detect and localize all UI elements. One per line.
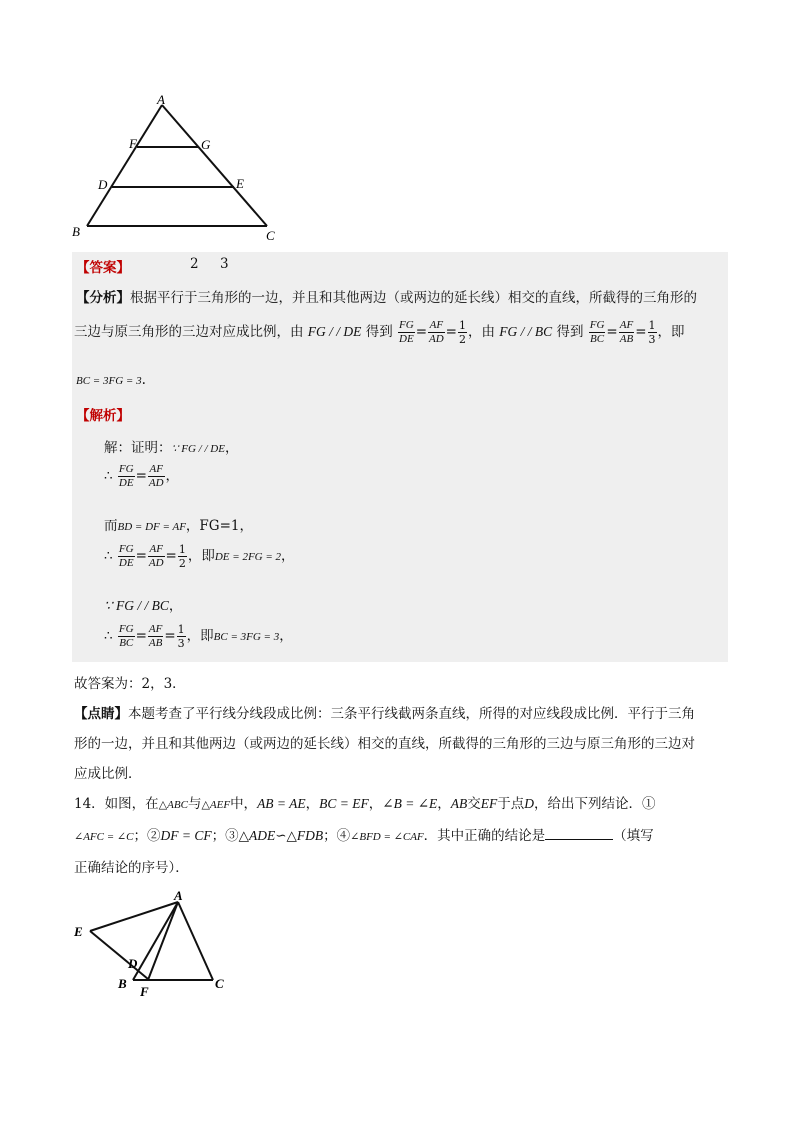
question-14-line-1: 14．如图，在△ABC与△AEF中，AB = AE，BC = EF，∠B = ∠E，AB交EF于点D，给出下列结论．① [74, 796, 656, 812]
comment-text-1: 本题考查了平行线分线段成比例：三条平行线截两条直线，所得的对应线段成比例．平行于三角 [128, 706, 695, 722]
solution-step-1 [104, 436, 238, 456]
answer-value-1: 2 [190, 256, 199, 272]
q14-num: 14．如图，在 [74, 796, 159, 812]
q14-r1: ∠AFC = ∠C [74, 831, 134, 843]
q14-r1n: ；② [133, 828, 161, 844]
fig2-label-A: A [174, 888, 183, 903]
analysis-line3-end: . [141, 372, 146, 388]
q14-tail2: ．其中正确的结论是 [423, 828, 546, 844]
frac-s6-fg-bc: $\frac{FG}{BC}$ [118, 623, 134, 649]
comment-line-2: 形的一边，并且和其他两边（或两边的延长线）相交的直线，所截得的三角形的三边与原三角形的三边对 [74, 736, 695, 752]
frac-s6-af-ab: $\frac{AF}{AB}$ [148, 623, 163, 649]
solution-s5: ∵ FG / / BC [104, 598, 169, 613]
frac-s4-fg-de: $\frac{FG}{DE}$ [118, 543, 134, 569]
analysis-ji: ，即 [657, 324, 685, 340]
q14-yudian: 于点 [497, 796, 525, 812]
triangle-figure-1 [68, 92, 288, 252]
q14-t1: △ABC [158, 799, 188, 811]
solution-s4-b: DE = 2FG = 2 [214, 551, 282, 563]
q14-zhong: 中， [230, 796, 258, 812]
frac-af-ad: $\frac{AF}{AD}$ [429, 319, 444, 345]
frac-s4-af-ad: $\frac{AF}{AD}$ [148, 543, 164, 569]
comment-tag: 【点睛】 [74, 706, 128, 722]
fig2-label-E: E [74, 924, 83, 939]
analysis-bc-eq: BC = 3FG = 3 [76, 375, 142, 387]
q14-tail3: （填写 [613, 828, 654, 844]
solution-s1-c: ， [224, 440, 239, 456]
solution-s4-c: ， [281, 548, 295, 564]
analysis-fg-de: FG / / DE [307, 324, 362, 339]
label-A: A [157, 92, 165, 107]
analysis-get-2: 得到 [556, 324, 584, 340]
analysis-tag: 【分析】 [76, 290, 130, 306]
solution-s1-a: 解：证明： [104, 440, 172, 456]
frac-fg-bc: $\frac{FG}{BC}$ [589, 319, 605, 345]
solution-tag: 【解析】 [76, 408, 130, 424]
fig2-label-B: B [118, 976, 127, 991]
solution-s6-ji: ，即 [186, 628, 214, 644]
q14-c4: AB [450, 796, 468, 811]
q14-r4: ∠BFD = ∠CAF [350, 831, 424, 843]
solution-s5-c: ， [168, 598, 183, 614]
solution-s4-ji: ，即 [187, 548, 215, 564]
frac-third: $\frac{1}{3}$ [648, 319, 656, 346]
analysis-text-2: 三边与原三角形的三边对应成比例，由 [74, 324, 304, 340]
frac-s6-third: $\frac{1}{3}$ [177, 623, 185, 650]
label-G: G [201, 137, 211, 152]
q14-c2: BC = EF [319, 796, 369, 811]
therefore-1: ∴ [104, 468, 113, 484]
answer-line [76, 256, 130, 276]
q14-tail1: ，给出下列结论．① [534, 796, 656, 812]
analysis-line-2: 三边与原三角形的三边对应成比例，由 FG / / DE 得到 $\frac{FG}{DE}$ = $\frac{AF}{AD}$ = $\frac{1}{2}$ ，由 FG / / BC 得到 $\frac{FG}{BC}$ = $\frac{AF}{AB}$ = $\frac{1}{3}$ ，即 [74, 319, 685, 346]
solution-step-5 [104, 594, 182, 614]
label-C: C [266, 228, 275, 243]
label-B: B [72, 224, 80, 239]
analysis-text-1: 根据平行于三角形的一边，并且和其他两边（或两边的延长线）相交的直线，所截得的三角形的 [130, 290, 697, 306]
comment-line-1 [74, 702, 695, 722]
frac-s4-half: $\frac{1}{2}$ [178, 543, 186, 570]
q14-yu: 与 [187, 796, 202, 812]
solution-s6-b: BC = 3FG = 3 [213, 631, 280, 643]
analysis-line-3 [76, 372, 146, 388]
answer-value-2: 3 [220, 256, 229, 272]
solution-step-4: ∴ $\frac{FG}{DE}$ = $\frac{AF}{AD}$ = $\frac{1}{2}$ ，即DE = 2FG = 2， [104, 543, 295, 570]
q14-jiao: 交 [467, 796, 481, 812]
answer-tag: 【答案】 [76, 260, 130, 276]
solution-s3-b: BD = DF = AF [117, 521, 186, 533]
q14-t2: △AEF [201, 799, 231, 811]
solution-step-2: ∴ $\frac{FG}{DE}$ = $\frac{AF}{AD}$ ， [104, 463, 180, 489]
solution-s1-b: ∵ FG / / DE [171, 443, 225, 455]
solution-step-3 [104, 514, 253, 534]
label-F: F [129, 136, 137, 151]
solution-s6-c: ， [279, 628, 293, 644]
question-14-line-2 [74, 824, 654, 844]
q14-d: D [524, 796, 535, 811]
label-D: D [98, 177, 108, 192]
frac-s2-fg-de: $\frac{FG}{DE}$ [118, 463, 134, 489]
analysis-fg-bc: FG / / BC [499, 324, 553, 339]
solution-s3-a: 而 [104, 518, 118, 534]
solution-step-6: ∴ $\frac{FG}{BC}$ = $\frac{AF}{AB}$ = $\frac{1}{3}$ ，即BC = 3FG = 3， [104, 623, 293, 650]
q14-r2n: ；③ [211, 828, 239, 844]
analysis-comma-you: ，由 [467, 324, 495, 340]
q14-r3: △ADE∽△FDB [238, 828, 324, 843]
frac-fg-de: $\frac{FG}{DE}$ [399, 319, 414, 345]
label-E: E [236, 176, 244, 191]
frac-s2-af-ad: $\frac{AF}{AD}$ [148, 463, 164, 489]
fig2-label-C: C [215, 976, 224, 991]
q14-c3: ∠B = ∠E [382, 796, 438, 811]
analysis-line-1 [76, 286, 697, 306]
solution-s3-c: ，FG=1， [185, 518, 253, 534]
therefore-2: ∴ [104, 548, 113, 564]
analysis-get: 得到 [365, 324, 393, 340]
q14-r3n: ；④ [323, 828, 351, 844]
answer-blank [545, 827, 613, 840]
triangle-figure-2 [70, 886, 240, 1000]
conclusion-line: 故答案为：2，3． [74, 676, 186, 692]
q14-r2: DF = CF [160, 828, 212, 843]
q14-c5: EF [480, 796, 498, 811]
frac-half: $\frac{1}{2}$ [458, 319, 466, 346]
q14-c1: AB = AE [257, 796, 306, 811]
therefore-3: ∴ [104, 628, 113, 644]
fig2-label-D: D [128, 956, 138, 971]
comment-line-3: 应成比例． [74, 766, 142, 782]
question-14-line-3: 正确结论的序号）． [74, 860, 189, 876]
frac-af-ab: $\frac{AF}{AB}$ [619, 319, 634, 345]
fig2-label-F: F [140, 984, 149, 999]
